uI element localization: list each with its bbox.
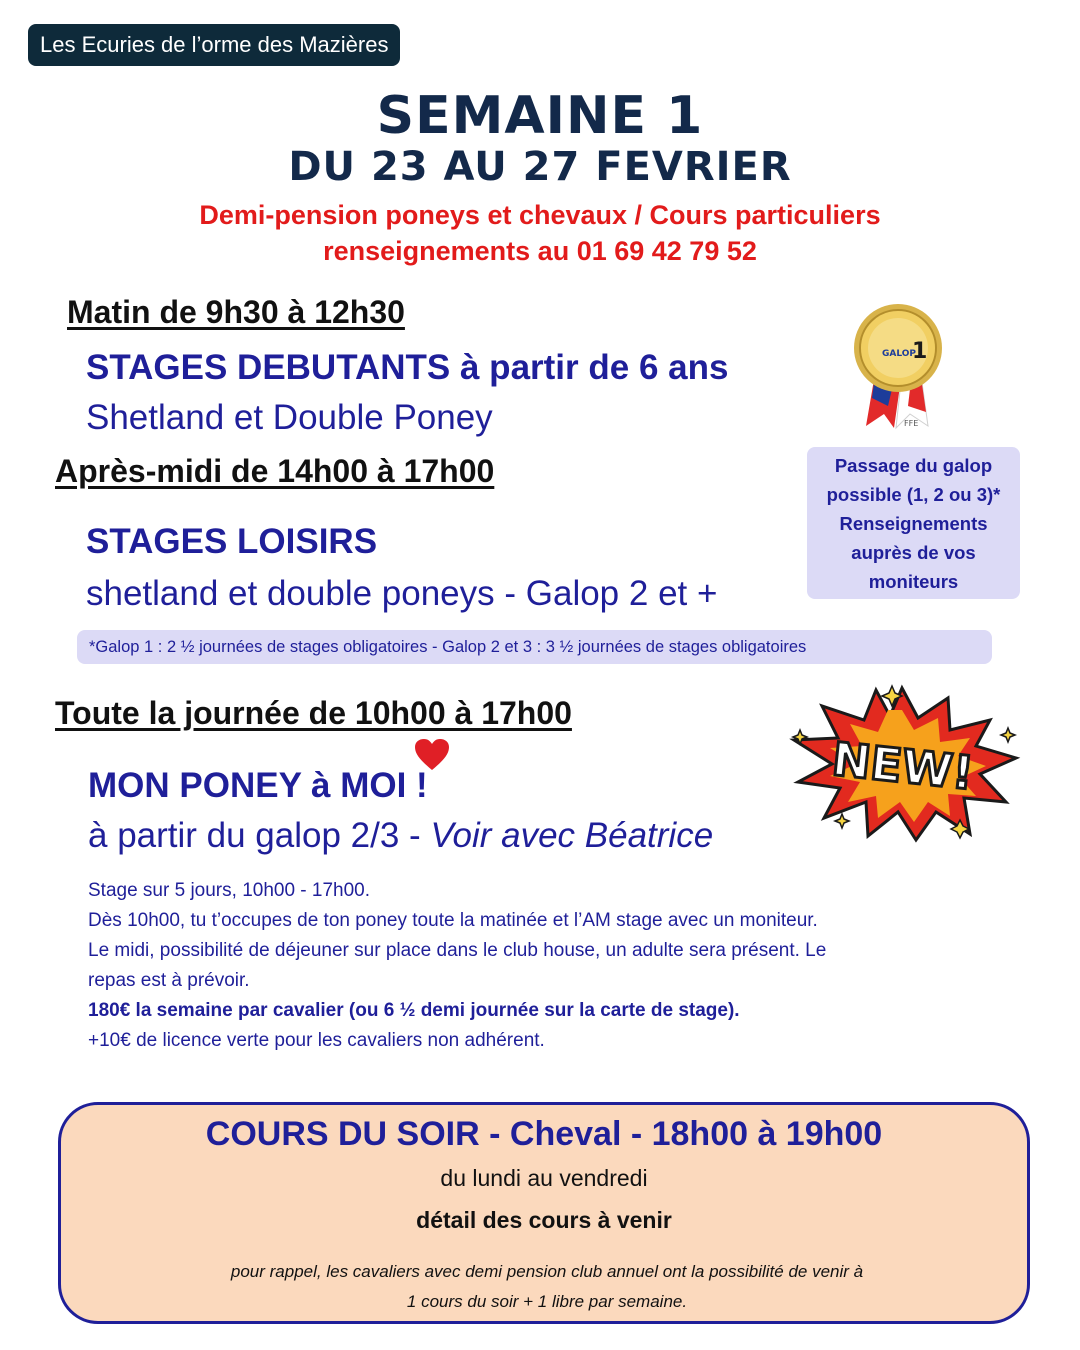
- morning-section-title: Matin de 9h30 à 12h30: [67, 294, 405, 330]
- club-name-tag: Les Ecuries de l’orme des Mazières: [28, 24, 400, 66]
- evening-note-line-2: 1 cours du soir + 1 libre par semaine.: [406, 1292, 688, 1311]
- galop-info-box: [807, 447, 1020, 599]
- evening-note-line-1: pour rappel, les cavaliers avec demi pension club annuel ont la possibilité de venir à: [230, 1262, 864, 1281]
- full-day-section-title: Toute la journée de 10h00 à 17h00: [55, 695, 572, 731]
- galop-badge-ribbon: FFE: [904, 419, 919, 428]
- info-line-2: renseignements au 01 69 42 79 52: [323, 236, 757, 266]
- galop-box-line-5: moniteurs: [868, 571, 959, 592]
- afternoon-section-title: Après-midi de 14h00 à 17h00: [55, 453, 495, 489]
- evening-note: [121, 1257, 973, 1317]
- info-line-1: Demi-pension poneys et chevaux / Cours particuliers: [199, 200, 881, 230]
- galop-box-line-4: auprès de vos: [851, 542, 976, 563]
- new-badge-icon: [780, 684, 1024, 844]
- full-day-stage-subtitle-text: à partir du galop 2/3 -: [88, 816, 431, 855]
- full-day-stage-contact: Voir avec Béatrice: [430, 816, 714, 855]
- new-badge-text: NEW!: [829, 731, 977, 801]
- morning-stage-title: STAGES DEBUTANTS à partir de 6 ans: [86, 348, 729, 387]
- detail-line: repas est à prévoir.: [88, 970, 250, 991]
- afternoon-stage-subtitle: shetland et double poneys - Galop 2 et +: [86, 574, 718, 613]
- full-day-stage-subtitle: [88, 816, 713, 856]
- galop-badge-label: GALOP: [882, 349, 917, 359]
- galop-requirements-note: *Galop 1 : 2 ½ journées de stages obligatoires - Galop 2 et 3 : 3 ½ journées de stages obligatoires: [77, 630, 992, 664]
- galop-box-line-2: possible (1, 2 ou 3)*: [826, 484, 1001, 505]
- detail-line: Stage sur 5 jours, 10h00 - 17h00.: [88, 880, 371, 901]
- afternoon-stage-title: STAGES LOISIRS: [86, 522, 378, 561]
- galop-badge-number: 1: [912, 339, 928, 364]
- detail-line: Le midi, possibilité de déjeuner sur place dans le club house, un adulte sera présent. Le: [88, 940, 827, 961]
- evening-title: COURS DU SOIR - Cheval - 18h00 à 19h00: [205, 1115, 883, 1153]
- evening-classes-box: [58, 1102, 1030, 1324]
- galop-rosette-icon: [846, 302, 950, 434]
- evening-days: du lundi au vendredi: [440, 1165, 648, 1191]
- morning-stage-subtitle: Shetland et Double Poney: [86, 398, 493, 437]
- galop-box-line-3: Renseignements: [839, 513, 988, 534]
- full-day-details: [88, 876, 1018, 1056]
- detail-line: Dès 10h00, tu t’occupes de ton poney toute la matinée et l’AM stage avec un moniteur.: [88, 910, 818, 931]
- dates-title: DU 23 AU 27 FEVRIER: [288, 144, 792, 190]
- evening-detail: détail des cours à venir: [416, 1207, 672, 1233]
- galop-box-line-1: Passage du galop: [834, 455, 993, 476]
- license-line: +10€ de licence verte pour les cavaliers non adhérent.: [88, 1030, 545, 1051]
- price-line: 180€ la semaine par cavalier (ou 6 ½ demi journée sur la carte de stage).: [88, 1000, 740, 1021]
- full-day-stage-title: MON PONEY à MOI !: [88, 766, 428, 805]
- week-title: SEMAINE 1: [376, 86, 704, 146]
